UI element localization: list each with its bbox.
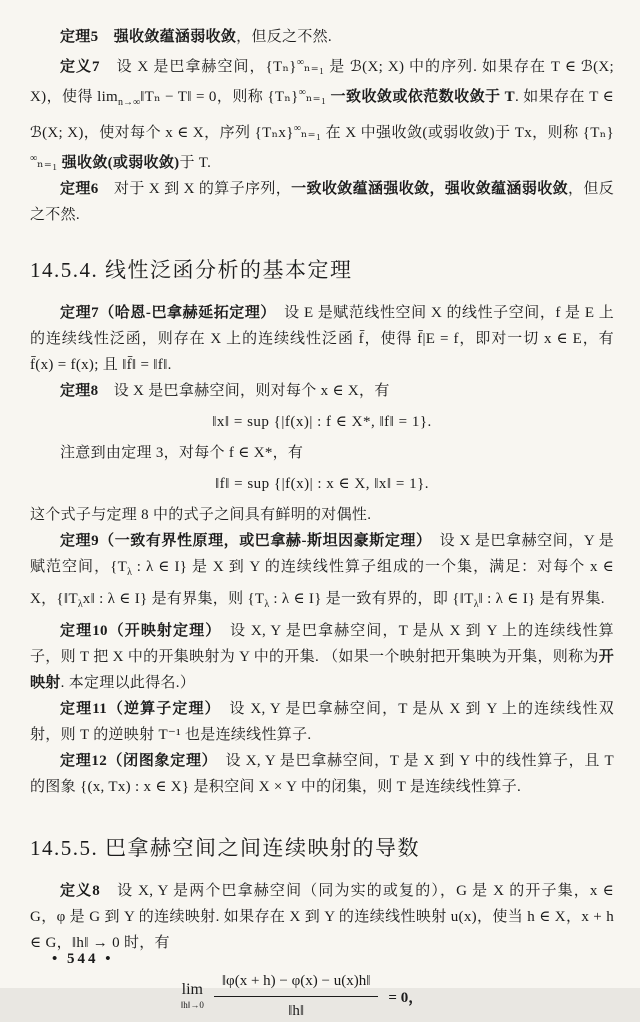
text-segment: ‖x‖ = sup {|f(x)| : f ∈ X*, ‖f‖ = 1}. bbox=[212, 414, 432, 430]
text-segment: 定义8 bbox=[60, 883, 100, 899]
section-heading bbox=[30, 254, 614, 284]
section-heading bbox=[30, 832, 614, 862]
display-formula bbox=[30, 469, 614, 499]
paragraph bbox=[30, 300, 614, 378]
text-segment: . 如果存在 T ∈ ℬ(X; X)，使对每个 x ∈ X，序列 {Tₙx} bbox=[30, 89, 614, 141]
text-segment: 强收敛(或弱收敛) bbox=[62, 155, 180, 171]
paragraph bbox=[30, 618, 614, 696]
text-segment: : λ ∈ I} 是 X 到 Y 的连续线性算子组成的一个集，满足：对每个 x ∈ X，{‖T bbox=[30, 559, 614, 607]
limit-operator bbox=[181, 982, 204, 1010]
text-segment: 定理11（逆算子定理） bbox=[60, 701, 213, 717]
text-segment: ‖Tₙ − T‖ = 0，则称 {Tₙ} bbox=[140, 89, 299, 105]
text-segment: 设 X, Y 是巴拿赫空间，T 是 X 到 Y 中的线性算子，且 T 的图象 {(x, Tx) : x ∈ X} 是积空间 X × Y 中的闭集，则 T 是连续线性算子. bbox=[30, 753, 614, 795]
text-segment: ∞ bbox=[30, 153, 37, 164]
text-segment: 设 X 是巴拿赫空间，Y 是赋范空间，{T bbox=[30, 533, 614, 575]
text-segment: λ bbox=[127, 567, 132, 578]
page-number: • 544 • bbox=[52, 951, 114, 968]
paragraph bbox=[30, 440, 614, 466]
display-formula-fraction bbox=[30, 970, 574, 1022]
paragraph bbox=[30, 50, 614, 176]
text-segment: 设 X, Y 是巴拿赫空间，T 是从 X 到 Y 上的连续线性算子，则 T 把 X 中的开集映射为 Y 中的开集. （如果一个映射把开集映为开集，则称为 bbox=[30, 623, 614, 665]
text-segment: x‖ : λ ∈ I} 是有界集，则 {T bbox=[83, 591, 265, 607]
limit-subscript: ‖h‖→0 bbox=[181, 1001, 204, 1010]
text-segment: 定理7（哈恩-巴拿赫延拓定理） bbox=[60, 305, 269, 321]
text-segment: 一致收敛或依范数收敛于 T bbox=[331, 89, 515, 105]
text-segment: ，但反之不然. bbox=[236, 29, 332, 45]
text-segment: 14.5.4. 线性泛函分析的基本定理 bbox=[30, 258, 353, 282]
text-segment: λ bbox=[264, 599, 269, 610]
paragraph bbox=[30, 176, 614, 228]
text-segment: 注意到由定理 3，对每个 f ∈ X*，有 bbox=[60, 445, 303, 461]
text-segment: 对于 X 到 X 的算子序列， bbox=[99, 181, 292, 197]
text-segment: 设 X 是巴拿赫空间，则对每个 x ∈ X，有 bbox=[98, 383, 389, 399]
text-segment: 定理9（一致有界性原理，或巴拿赫-斯坦因豪斯定理） bbox=[60, 533, 424, 549]
text-segment: 定理12（闭图象定理） bbox=[60, 753, 210, 769]
text-segment: ∞ bbox=[299, 87, 306, 98]
text-segment bbox=[98, 29, 113, 45]
text-segment: 开映射 bbox=[30, 649, 614, 691]
text-segment: λ bbox=[78, 599, 83, 610]
page-content bbox=[30, 24, 614, 1022]
text-segment: 这个式子与定理 8 中的式子之间具有鲜明的对偶性. bbox=[30, 507, 371, 523]
text-segment: ‖f‖ = sup {|f(x)| : x ∈ X, ‖x‖ = 1}. bbox=[215, 476, 429, 492]
text-segment: ‖ : λ ∈ I} 是有界集. bbox=[479, 591, 605, 607]
text-segment: 设 X 是巴拿赫空间，{Tₙ} bbox=[100, 59, 297, 75]
limit-label: lim bbox=[182, 982, 203, 998]
text-segment: ∞ bbox=[294, 123, 301, 134]
text-segment: 定理10（开映射定理） bbox=[60, 623, 214, 639]
text-segment: 14.5.5. 巴拿赫空间之间连续映射的导数 bbox=[30, 836, 420, 860]
text-segment: 定理8 bbox=[60, 383, 98, 399]
text-segment: ∞ bbox=[297, 57, 304, 68]
text-segment: ₙ₌₁ bbox=[306, 89, 331, 105]
text-segment: 定义7 bbox=[60, 59, 100, 75]
text-segment: : λ ∈ I} 是一致有界的，即 {‖T bbox=[269, 591, 473, 607]
text-segment: . 本定理以此得名.） bbox=[61, 675, 196, 691]
text-segment: ₙ₌₁ bbox=[37, 155, 62, 171]
display-formula bbox=[30, 407, 614, 437]
text-segment: 强收敛蕴涵弱收敛 bbox=[114, 29, 236, 45]
text-segment: ₙ₌₁ 是 ℬ(X; X) 中的序列. 如果存在 T ∈ ℬ(X; X)，使得 lim bbox=[30, 59, 614, 105]
paragraph bbox=[30, 878, 614, 956]
text-segment: ，但反之不然. bbox=[30, 181, 614, 223]
fraction bbox=[214, 970, 379, 1022]
fraction-numerator: ‖φ(x + h) − φ(x) − u(x)h‖ bbox=[214, 970, 379, 997]
text-segment: 定理6 bbox=[60, 181, 99, 197]
paragraph bbox=[30, 696, 614, 748]
paragraph bbox=[30, 378, 614, 404]
text-segment: n→∞ bbox=[118, 97, 140, 108]
paragraph bbox=[30, 528, 614, 618]
text-segment: 定理5 bbox=[60, 29, 98, 45]
text-segment: 设 X, Y 是两个巴拿赫空间（同为实的或复的），G 是 X 的开子集，x ∈ G，φ 是 G 到 Y 的连续映射. 如果存在 X 到 Y 的连续线性映射 u(x)，使当 h ∈ X，x + h ∈ G，‖h‖ → 0 时，有 bbox=[30, 883, 614, 951]
paragraph bbox=[30, 502, 614, 528]
fraction-denominator: ‖h‖ bbox=[288, 997, 304, 1022]
text-segment: 于 T. bbox=[179, 155, 211, 171]
text-segment: λ bbox=[474, 599, 479, 610]
text-segment: 一致收敛蕴涵强收敛，强收敛蕴涵弱收敛 bbox=[291, 181, 568, 197]
text-segment: 设 E 是赋范线性空间 X 的线性子空间，f 是 E 上的连续线性泛函，则存在 X 上的连续线性泛函 f̄，使得 f̄|E = f，即对一切 x ∈ E，有 f̄(x) = f(x); 且 ‖f̄‖ = ‖f‖. bbox=[30, 305, 614, 373]
text-segment: ₙ₌₁ 在 X 中强收敛(或弱收敛)于 Tx，则称 {Tₙ} bbox=[301, 125, 614, 141]
equation-rhs: = 0， bbox=[388, 986, 423, 1007]
paragraph bbox=[30, 24, 614, 50]
text-segment: 设 X, Y 是巴拿赫空间，T 是从 X 到 Y 上的连续线性双射，则 T 的逆映射 T⁻¹ 也是连续线性算子. bbox=[30, 701, 614, 743]
paragraph bbox=[30, 748, 614, 800]
